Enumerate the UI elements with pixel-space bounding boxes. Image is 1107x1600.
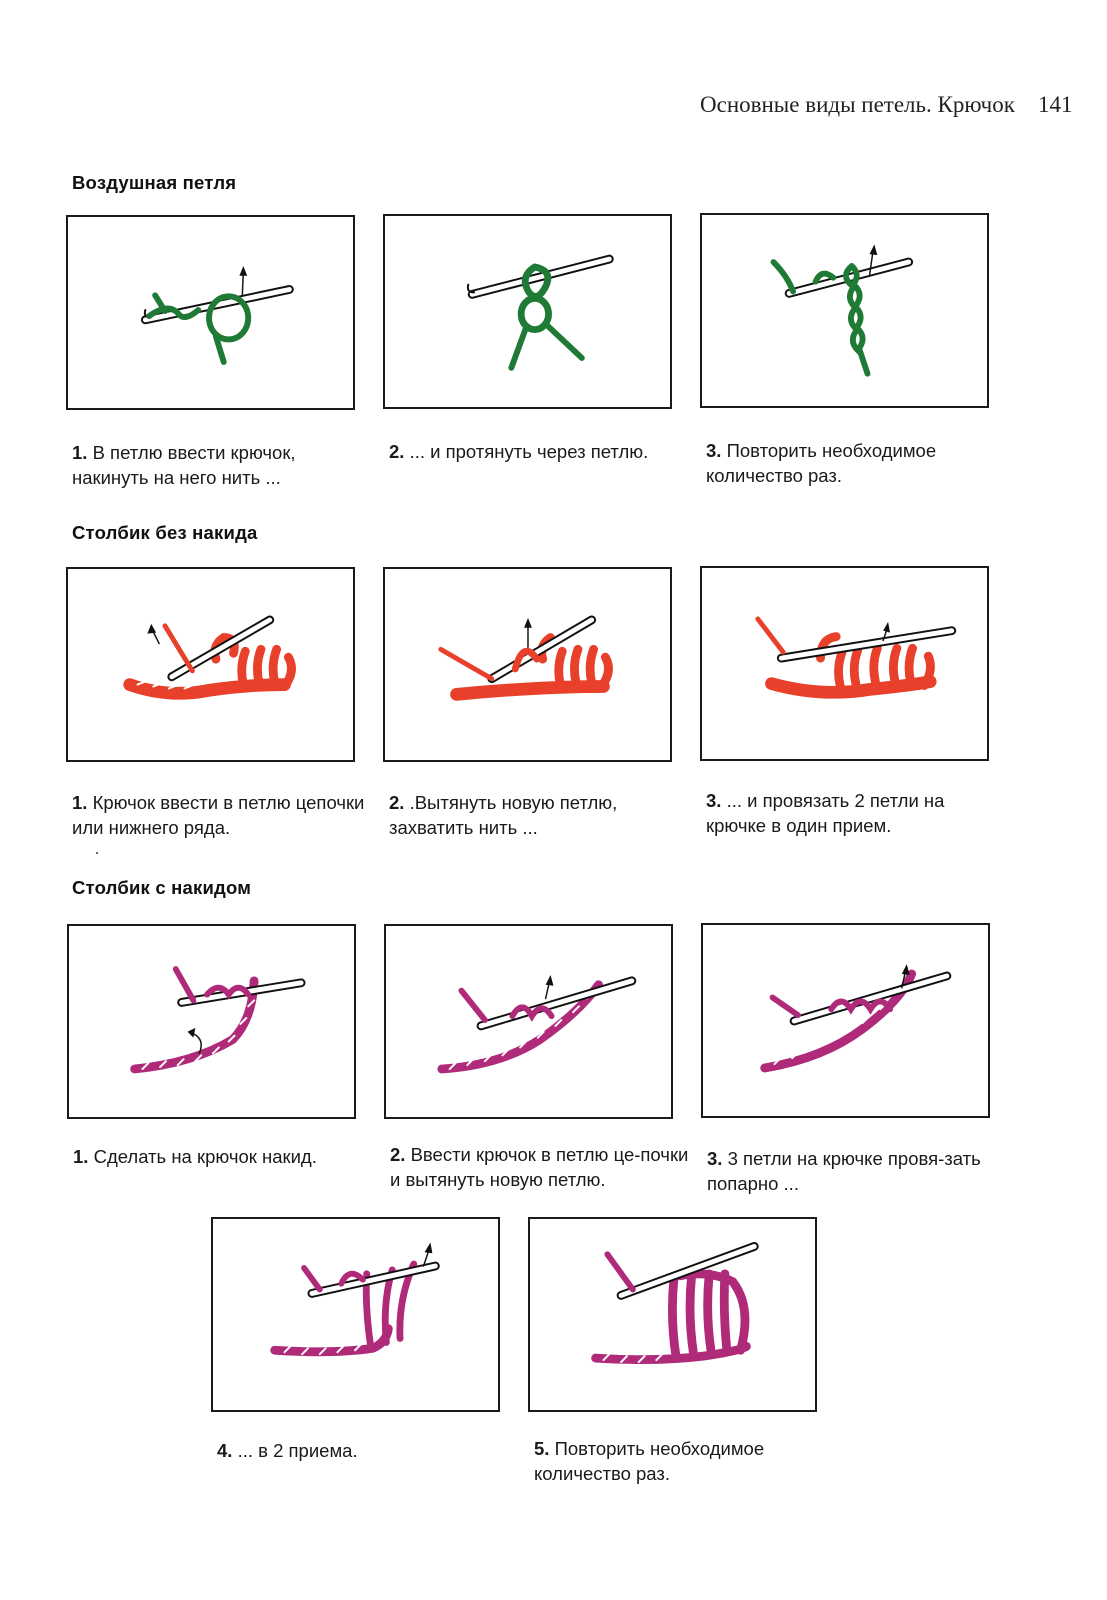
hook-loop-green-icon xyxy=(68,217,353,408)
illustration-frame xyxy=(66,215,355,410)
step-number: 4. xyxy=(217,1440,233,1461)
step-number: 3. xyxy=(707,1148,723,1169)
section-title-chain: Воздушная петля xyxy=(72,172,237,193)
step-caption xyxy=(217,1438,517,1463)
step-caption xyxy=(706,438,1006,488)
section-title-double-crochet: Столбик с накидом xyxy=(72,877,252,898)
step-number: 1. xyxy=(73,1146,89,1167)
illustration-frame xyxy=(701,923,990,1118)
illustration-frame xyxy=(528,1217,817,1412)
step-caption xyxy=(72,440,372,490)
step-text: ... в 2 приема. xyxy=(237,1440,358,1461)
step-text: ... и провязать 2 петли на крючке в один прием. xyxy=(706,790,945,836)
step-caption xyxy=(534,1436,834,1486)
single-crochet-red-icon xyxy=(702,568,987,759)
illustration-frame xyxy=(66,567,355,762)
step-text: Повторить необходимое количество раз. xyxy=(706,440,937,486)
chain-green-icon xyxy=(702,215,987,406)
hook-pull-through-green-icon xyxy=(385,216,670,407)
illustration-frame xyxy=(383,214,672,409)
section-title-single-crochet: Столбик без накида xyxy=(72,522,258,543)
single-crochet-red-icon xyxy=(385,569,670,760)
step-number: 2. xyxy=(389,792,405,813)
print-speck xyxy=(96,852,98,854)
step-number: 1. xyxy=(72,442,88,463)
double-crochet-magenta-icon xyxy=(386,926,671,1117)
page-number: 141 xyxy=(1038,92,1073,117)
step-caption xyxy=(73,1144,373,1169)
illustration-frame xyxy=(67,924,356,1119)
step-caption xyxy=(706,788,1006,838)
illustration-frame xyxy=(383,567,672,762)
step-number: 3. xyxy=(706,440,722,461)
step-text: Сделать на крючок накид. xyxy=(93,1146,317,1167)
step-caption xyxy=(389,439,689,464)
step-text: Ввести крючок в петлю це-почки и вытянуть новую петлю. xyxy=(390,1144,689,1190)
step-text: Повторить необходимое количество раз. xyxy=(534,1438,765,1484)
step-text: 3 петли на крючке провя-зать попарно ... xyxy=(707,1148,981,1194)
double-crochet-row-magenta-icon xyxy=(530,1219,815,1410)
step-text: Крючок ввести в петлю цепочки или нижнего ряда. xyxy=(72,792,365,838)
step-text: В петлю ввести крючок, накинуть на него нить ... xyxy=(72,442,296,488)
illustration-frame xyxy=(700,566,989,761)
step-number: 2. xyxy=(390,1144,406,1165)
step-number: 5. xyxy=(534,1438,550,1459)
step-number: 3. xyxy=(706,790,722,811)
double-crochet-magenta-icon xyxy=(69,926,354,1117)
step-caption xyxy=(389,790,689,840)
step-caption xyxy=(707,1146,1007,1196)
page-header-title: Основные виды петель. Крючок xyxy=(700,92,1015,117)
single-crochet-red-icon xyxy=(68,569,353,760)
illustration-frame xyxy=(384,924,673,1119)
running-head xyxy=(700,92,1080,118)
double-crochet-magenta-icon xyxy=(213,1219,498,1410)
illustration-frame xyxy=(700,213,989,408)
step-number: 2. xyxy=(389,441,405,462)
step-text: .Вытянуть новую петлю, захватить нить ... xyxy=(389,792,618,838)
double-crochet-magenta-icon xyxy=(703,925,988,1116)
step-caption xyxy=(390,1142,690,1192)
step-caption xyxy=(72,790,372,840)
step-number: 1. xyxy=(72,792,88,813)
illustration-frame xyxy=(211,1217,500,1412)
step-text: ... и протянуть через петлю. xyxy=(409,441,649,462)
